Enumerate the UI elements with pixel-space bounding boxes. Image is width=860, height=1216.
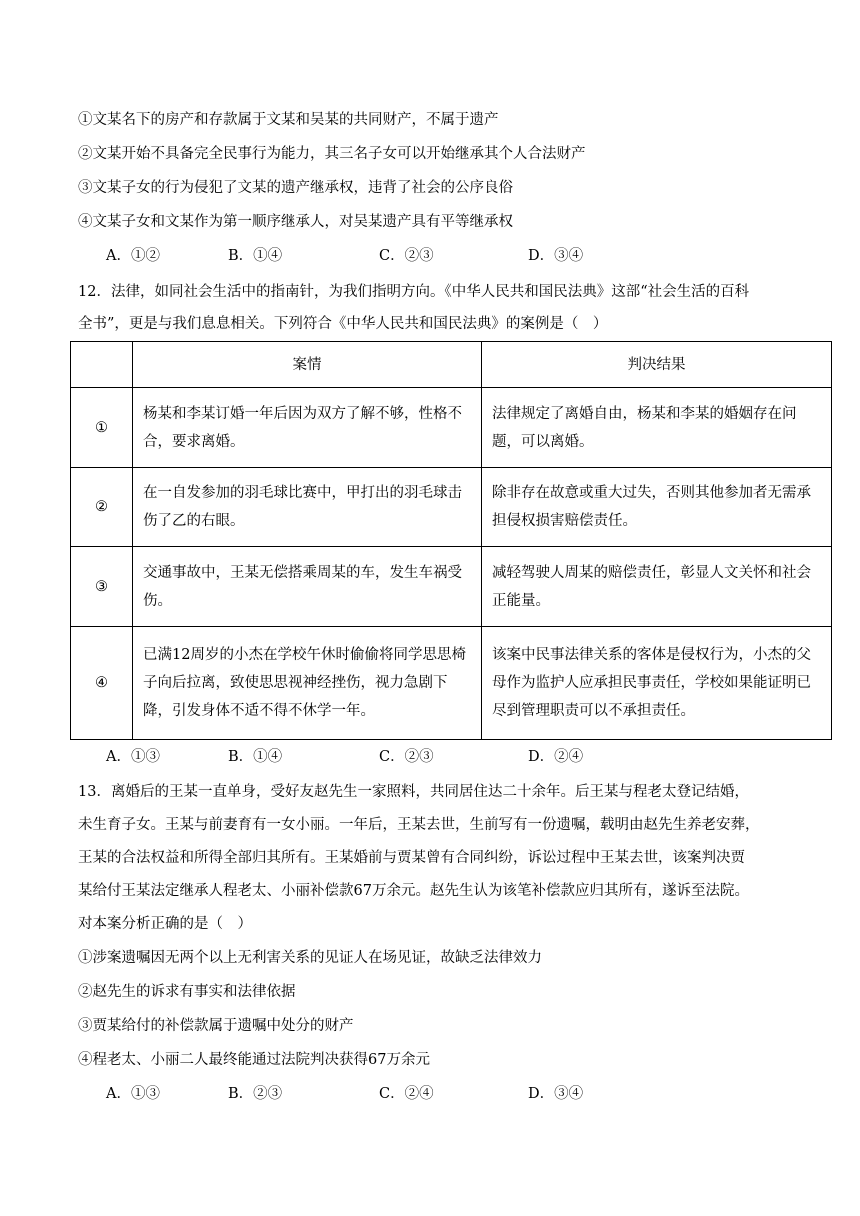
table-row	[71, 388, 832, 468]
q11-statement-4: ④文某子女和文某作为第一顺序继承人，对吴某遗产具有平等继承权	[78, 214, 513, 230]
q11-statement-1: ①文某名下的房产和存款属于文某和吴某的共同财产，不属于遗产	[78, 112, 499, 128]
result-cell: 该案中民事法律关系的客体是侵权行为，小杰的父母作为监护人应承担民事责任，学校如果能证明已尽到管理职责可以不承担责任。	[482, 627, 832, 740]
q13-stem-line-1: 13．离婚后的王某一直单身，受好友赵先生一家照料，共同居住达二十余年。后王某与程老太登记结婚，	[78, 784, 749, 800]
q12-option-a[interactable]: A．①③	[106, 749, 160, 765]
header-empty-cell	[71, 342, 133, 388]
case-cell: 在一自发参加的羽毛球比赛中，甲打出的羽毛球击伤了乙的右眼。	[133, 468, 482, 547]
q13-statement-4: ④程老太、小丽二人最终能通过法院判决获得67万余元	[78, 1052, 430, 1068]
result-cell: 减轻驾驶人周某的赔偿责任，彰显人文关怀和社会正能量。	[482, 547, 832, 627]
q12-case-table	[70, 341, 832, 740]
row-number: ①	[71, 388, 133, 468]
q13-stem-line-2: 未生育子女。王某与前妻育有一女小丽。一年后，王某去世，生前写有一份遗嘱，载明由赵先生养老安葬，	[78, 817, 760, 833]
q11-option-c[interactable]: C．②③	[379, 248, 434, 264]
q12-stem-line-1: 12．法律，如同社会生活中的指南针，为我们指明方向。《中华人民共和国民法典》这部“社会生活的百科	[78, 284, 750, 300]
result-cell: 法律规定了离婚自由，杨某和李某的婚姻存在问题，可以离婚。	[482, 388, 832, 468]
q11-option-d[interactable]: D．③④	[528, 248, 584, 264]
q13-stem-line-4: 某给付王某法定继承人程老太、小丽补偿款67万余元。赵先生认为该笔补偿款应归其所有，遂诉至法院。	[78, 883, 749, 899]
q13-stem-line-5: 对本案分析正确的是（ ）	[78, 916, 252, 932]
q12-option-b[interactable]: B．①④	[228, 749, 283, 765]
q11-statement-2: ②文某开始不具备完全民事行为能力，其三名子女可以开始继承其个人合法财产	[78, 146, 586, 162]
row-number: ④	[71, 627, 133, 740]
q11-option-a[interactable]: A．①②	[106, 248, 160, 264]
q13-statement-1: ①涉案遗嘱因无两个以上无利害关系的见证人在场见证，故缺乏法律效力	[78, 950, 542, 966]
case-cell: 已满12周岁的小杰在学校午休时偷偷将同学思思椅子向后拉离，致使思思视神经挫伤，视力急剧下降，引发身体不适不得不休学一年。	[133, 627, 482, 740]
row-number: ②	[71, 468, 133, 547]
table-row	[71, 627, 832, 740]
q13-statement-3: ③贾某给付的补偿款属于遗嘱中处分的财产	[78, 1018, 354, 1034]
case-cell: 交通事故中，王某无偿搭乘周某的车，发生车祸受伤。	[133, 547, 482, 627]
q13-option-a[interactable]: A．①③	[106, 1086, 160, 1102]
case-cell: 杨某和李某订婚一年后因为双方了解不够，性格不合，要求离婚。	[133, 388, 482, 468]
table-row	[71, 547, 832, 627]
q13-option-c[interactable]: C．②④	[379, 1086, 434, 1102]
table-row	[71, 468, 832, 547]
result-cell: 除非存在故意或重大过失，否则其他参加者无需承担侵权损害赔偿责任。	[482, 468, 832, 547]
row-number: ③	[71, 547, 133, 627]
q13-option-d[interactable]: D．③④	[528, 1086, 584, 1102]
q12-option-d[interactable]: D．②④	[528, 749, 584, 765]
q13-option-b[interactable]: B．②③	[228, 1086, 283, 1102]
q13-stem-line-3: 王某的合法权益和所得全部归其所有。王某婚前与贾某曾有合同纠纷，诉讼过程中王某去世，该案判决贾	[78, 850, 745, 866]
q11-option-b[interactable]: B．①④	[228, 248, 283, 264]
q11-statement-3: ③文某子女的行为侵犯了文某的遗产继承权，违背了社会的公序良俗	[78, 180, 513, 196]
table-header-row	[71, 342, 832, 388]
q12-option-c[interactable]: C．②③	[379, 749, 434, 765]
q13-statement-2: ②赵先生的诉求有事实和法律依据	[78, 984, 296, 1000]
header-result: 判决结果	[482, 342, 832, 388]
header-case: 案情	[133, 342, 482, 388]
q12-stem-line-2: 全书”，更是与我们息息相关。下列符合《中华人民共和国民法典》的案例是（ ）	[78, 316, 608, 332]
